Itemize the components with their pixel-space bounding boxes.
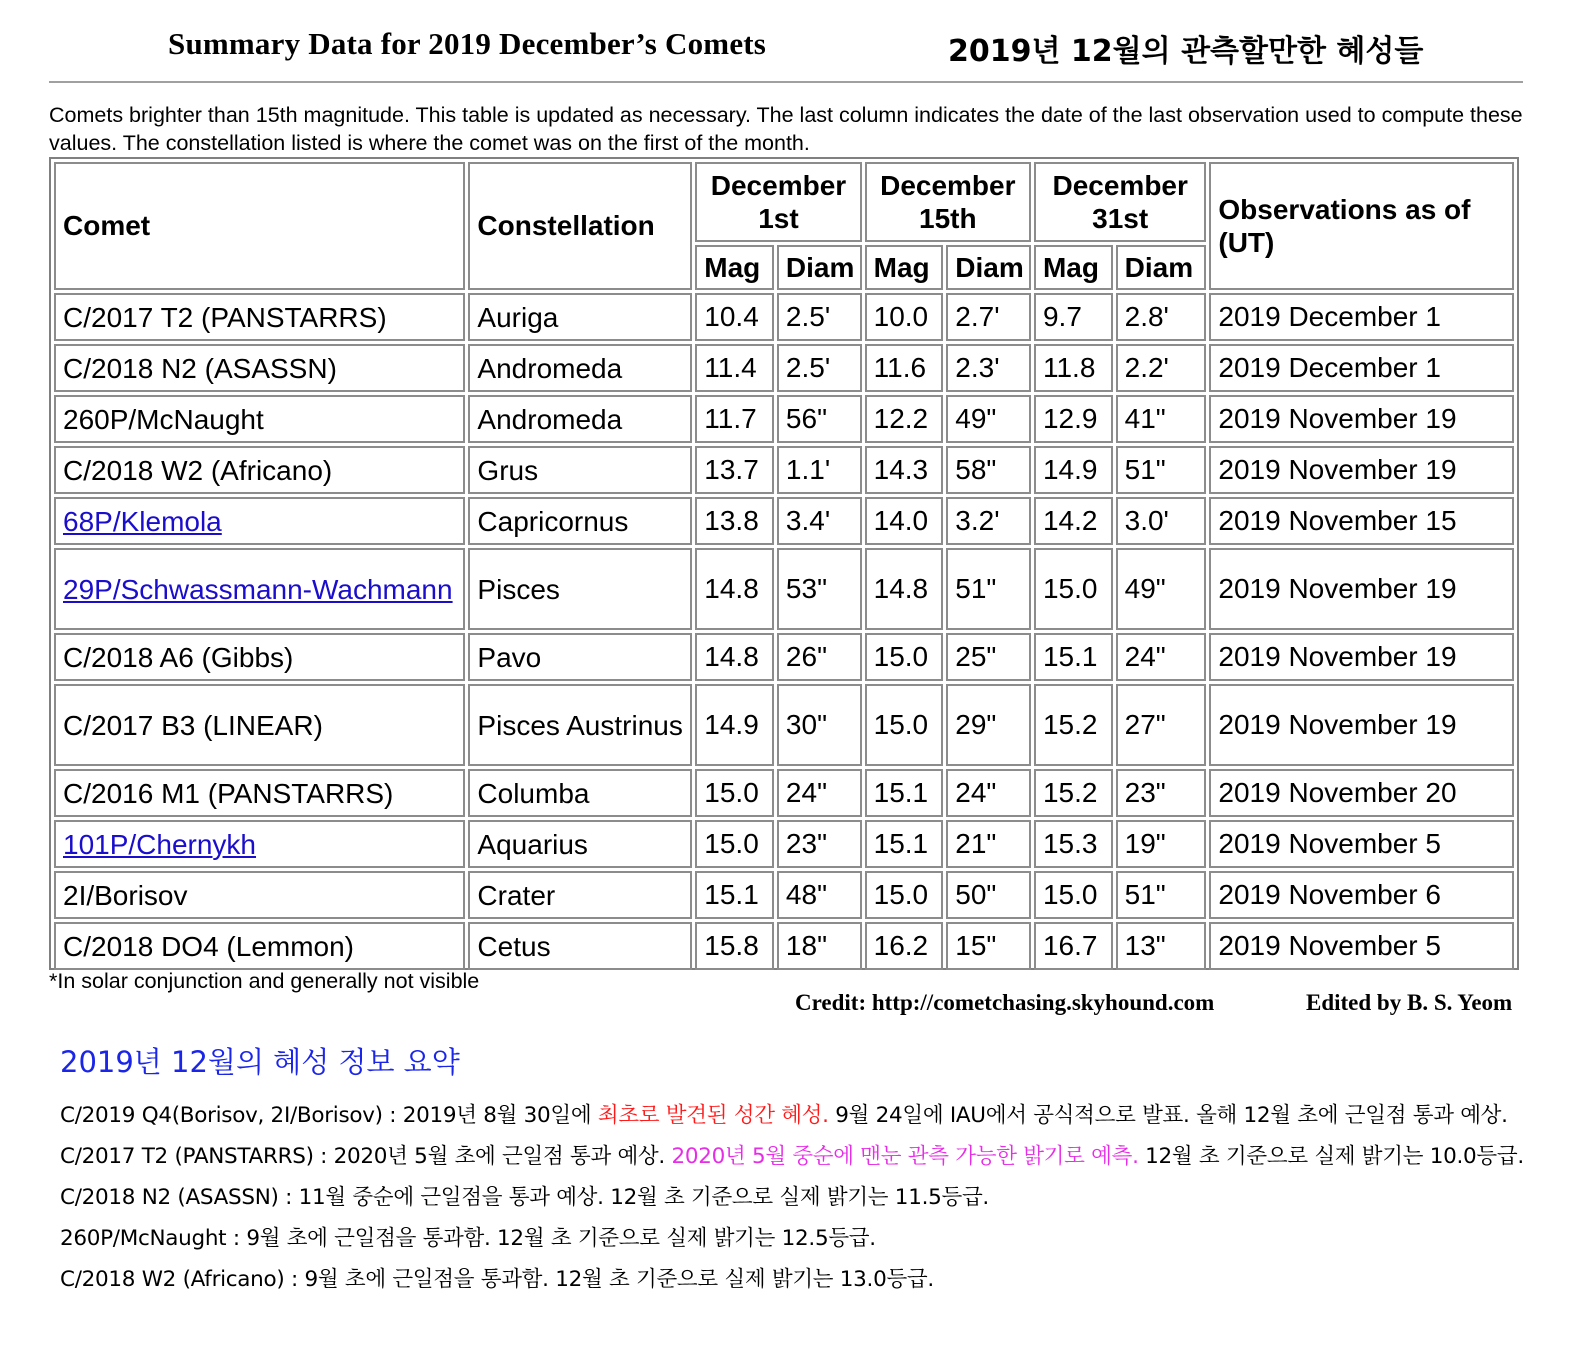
cell-observation-date: 2019 December 1: [1209, 293, 1514, 341]
cell-observation-date: 2019 November 6: [1209, 871, 1514, 919]
cell-diam-dec15: 15": [946, 922, 1031, 970]
cell-mag-dec15: 12.2: [865, 395, 944, 443]
comet-link[interactable]: 68P/Klemola: [63, 505, 222, 537]
cell-diam-dec31: 51": [1116, 871, 1207, 919]
cell-mag-dec1: 15.1: [695, 871, 774, 919]
cell-diam-dec15: 58": [946, 446, 1031, 494]
table-row: [54, 922, 1514, 970]
cell-observation-date: 2019 November 5: [1209, 820, 1514, 868]
cell-mag-dec1: 15.0: [695, 769, 774, 817]
cell-mag-dec31: 15.0: [1034, 548, 1113, 630]
cell-mag-dec1: 11.7: [695, 395, 774, 443]
header-comet: Comet: [54, 162, 465, 290]
cell-diam-dec15: 29": [946, 684, 1031, 766]
cell-diam-dec1: 53": [777, 548, 862, 630]
cell-diam-dec31: 3.0': [1116, 497, 1207, 545]
cell-constellation: Crater: [468, 871, 692, 919]
cell-diam-dec1: 30": [777, 684, 862, 766]
header-mag-1: Mag: [695, 245, 774, 290]
cell-mag-dec15: 15.1: [865, 820, 944, 868]
cell-diam-dec31: 23": [1116, 769, 1207, 817]
comet-table-frame: [49, 157, 1519, 970]
cell-mag-dec1: 15.0: [695, 820, 774, 868]
cell-mag-dec15: 14.0: [865, 497, 944, 545]
header-dec-31st: December 31st: [1034, 162, 1206, 242]
table-row: [54, 684, 1514, 766]
cell-diam-dec1: 2.5': [777, 344, 862, 392]
cell-diam-dec1: 18": [777, 922, 862, 970]
cell-constellation: Pisces: [468, 548, 692, 630]
cell-comet: C/2016 M1 (PANSTARRS): [54, 769, 465, 817]
cell-constellation: Grus: [468, 446, 692, 494]
cell-constellation: Pavo: [468, 633, 692, 681]
cell-diam-dec31: 2.2': [1116, 344, 1207, 392]
header-diam-31: Diam: [1116, 245, 1207, 290]
cell-constellation: Cetus: [468, 922, 692, 970]
comet-table-body: [54, 293, 1514, 970]
cell-mag-dec1: 15.8: [695, 922, 774, 970]
summary-lines: [60, 1095, 1560, 1300]
header-dec-1st: December 1st: [695, 162, 861, 242]
header-constellation: Constellation: [468, 162, 692, 290]
cell-comet[interactable]: [54, 820, 465, 868]
cell-mag-dec15: 16.2: [865, 922, 944, 970]
cell-mag-dec1: 13.8: [695, 497, 774, 545]
table-row: [54, 344, 1514, 392]
cell-mag-dec1: 14.8: [695, 633, 774, 681]
summary-text-segment: 2020년 5월 중순에 맨눈 관측 가능한 밝기로 예측.: [671, 1144, 1139, 1169]
header-dec-15th: December 15th: [865, 162, 1031, 242]
cell-comet: C/2018 DO4 (Lemmon): [54, 922, 465, 970]
summary-text-segment: 12월 초 기준으로 실제 밝기는 10.0등급.: [1138, 1144, 1524, 1169]
cell-comet: C/2018 A6 (Gibbs): [54, 633, 465, 681]
cell-diam-dec31: 2.8': [1116, 293, 1207, 341]
cell-mag-dec15: 11.6: [865, 344, 944, 392]
cell-observation-date: 2019 December 1: [1209, 344, 1514, 392]
header-mag-15: Mag: [865, 245, 944, 290]
cell-mag-dec31: 9.7: [1034, 293, 1113, 341]
cell-diam-dec15: 21": [946, 820, 1031, 868]
cell-observation-date: 2019 November 19: [1209, 548, 1514, 630]
editor-text: Edited by B. S. Yeom: [1306, 990, 1513, 1015]
cell-diam-dec15: 2.3': [946, 344, 1031, 392]
cell-observation-date: 2019 November 5: [1209, 922, 1514, 970]
cell-mag-dec31: 15.1: [1034, 633, 1113, 681]
comet-link[interactable]: 29P/Schwassmann-Wachmann: [63, 573, 453, 605]
cell-comet: C/2018 W2 (Africano): [54, 446, 465, 494]
summary-text-segment: C/2018 W2 (Africano) : 9월 초에 근일점을 통과함. 12월 초 기준으로 실제 밝기는 13.0등급.: [60, 1267, 934, 1292]
comet-link[interactable]: 101P/Chernykh: [63, 828, 257, 860]
cell-observation-date: 2019 November 15: [1209, 497, 1514, 545]
table-row: [54, 293, 1514, 341]
title-divider: [49, 81, 1523, 83]
cell-diam-dec1: 1.1': [777, 446, 862, 494]
header-diam-1: Diam: [777, 245, 862, 290]
cell-mag-dec31: 15.2: [1034, 769, 1113, 817]
cell-mag-dec1: 14.8: [695, 548, 774, 630]
cell-diam-dec31: 24": [1116, 633, 1207, 681]
summary-text-segment: 최초로 발견된 성간 혜성.: [597, 1103, 829, 1128]
summary-text-segment: 260P/McNaught : 9월 초에 근일점을 통과함. 12월 초 기준으로 실제 밝기는 12.5등급.: [60, 1226, 876, 1251]
summary-line: [60, 1095, 1560, 1136]
summary-text-segment: C/2018 N2 (ASASSN) : 11월 중순에 근일점을 통과 예상. 12월 초 기준으로 실제 밝기는 11.5등급.: [60, 1185, 989, 1210]
cell-diam-dec15: 50": [946, 871, 1031, 919]
cell-observation-date: 2019 November 20: [1209, 769, 1514, 817]
cell-comet[interactable]: [54, 497, 465, 545]
summary-line: [60, 1177, 1560, 1218]
cell-diam-dec1: 26": [777, 633, 862, 681]
page-title-korean: 2019년 12월의 관측할만한 혜성들: [948, 34, 1424, 69]
cell-observation-date: 2019 November 19: [1209, 684, 1514, 766]
cell-diam-dec1: 23": [777, 820, 862, 868]
header-observations: Observations as of (UT): [1209, 162, 1514, 290]
cell-mag-dec31: 12.9: [1034, 395, 1113, 443]
cell-mag-dec1: 13.7: [695, 446, 774, 494]
credit-text: Credit: http://cometchasing.skyhound.com: [795, 990, 1215, 1015]
cell-diam-dec1: 56": [777, 395, 862, 443]
cell-mag-dec15: 15.0: [865, 633, 944, 681]
cell-mag-dec31: 16.7: [1034, 922, 1113, 970]
cell-diam-dec31: 51": [1116, 446, 1207, 494]
intro-text: Comets brighter than 15th magnitude. This table is updated as necessary. The last column indicates the date of the last observation used to compute these values. The constellation listed is where the comet was on the first of the month.: [49, 103, 1523, 155]
cell-constellation: Pisces Austrinus: [468, 684, 692, 766]
summary-line: [60, 1136, 1560, 1177]
cell-constellation: Capricornus: [468, 497, 692, 545]
table-row: [54, 548, 1514, 630]
table-row: [54, 871, 1514, 919]
page-title-english: Summary Data for 2019 December’s Comets: [168, 26, 767, 61]
cell-diam-dec1: 48": [777, 871, 862, 919]
cell-constellation: Aquarius: [468, 820, 692, 868]
cell-constellation: Auriga: [468, 293, 692, 341]
cell-diam-dec15: 24": [946, 769, 1031, 817]
cell-mag-dec15: 10.0: [865, 293, 944, 341]
cell-mag-dec31: 14.2: [1034, 497, 1113, 545]
cell-diam-dec31: 13": [1116, 922, 1207, 970]
table-row: [54, 633, 1514, 681]
cell-diam-dec1: 24": [777, 769, 862, 817]
cell-diam-dec15: 49": [946, 395, 1031, 443]
summary-line: [60, 1259, 1560, 1300]
cell-diam-dec15: 51": [946, 548, 1031, 630]
cell-comet[interactable]: [54, 548, 465, 630]
cell-observation-date: 2019 November 19: [1209, 446, 1514, 494]
cell-diam-dec31: 41": [1116, 395, 1207, 443]
cell-mag-dec31: 11.8: [1034, 344, 1113, 392]
cell-observation-date: 2019 November 19: [1209, 633, 1514, 681]
header-mag-31: Mag: [1034, 245, 1113, 290]
table-row: [54, 820, 1514, 868]
cell-diam-dec1: 2.5': [777, 293, 862, 341]
cell-comet: 260P/McNaught: [54, 395, 465, 443]
cell-diam-dec31: 49": [1116, 548, 1207, 630]
cell-mag-dec31: 15.0: [1034, 871, 1113, 919]
cell-diam-dec31: 19": [1116, 820, 1207, 868]
cell-comet: C/2017 B3 (LINEAR): [54, 684, 465, 766]
cell-observation-date: 2019 November 19: [1209, 395, 1514, 443]
summary-text-segment: C/2017 T2 (PANSTARRS) : 2020년 5월 초에 근일점 통과 예상.: [60, 1144, 672, 1169]
table-row: [54, 446, 1514, 494]
cell-diam-dec15: 2.7': [946, 293, 1031, 341]
cell-comet: 2I/Borisov: [54, 871, 465, 919]
table-row: [54, 497, 1514, 545]
cell-comet: C/2018 N2 (ASASSN): [54, 344, 465, 392]
cell-diam-dec31: 27": [1116, 684, 1207, 766]
cell-mag-dec15: 15.1: [865, 769, 944, 817]
cell-mag-dec31: 15.2: [1034, 684, 1113, 766]
cell-mag-dec15: 15.0: [865, 871, 944, 919]
header-diam-15: Diam: [946, 245, 1031, 290]
summary-line: [60, 1218, 1560, 1259]
cell-mag-dec15: 14.8: [865, 548, 944, 630]
footnote: *In solar conjunction and generally not visible: [49, 969, 480, 993]
summary-text-segment: C/2019 Q4(Borisov, 2I/Borisov) : 2019년 8월 30일에: [60, 1103, 598, 1128]
cell-constellation: Columba: [468, 769, 692, 817]
cell-constellation: Andromeda: [468, 344, 692, 392]
cell-mag-dec15: 15.0: [865, 684, 944, 766]
cell-comet: C/2017 T2 (PANSTARRS): [54, 293, 465, 341]
summary-text-segment: 9월 24일에 IAU에서 공식적으로 발표. 올해 12월 초에 근일점 통과 예상.: [828, 1103, 1508, 1128]
cell-diam-dec15: 3.2': [946, 497, 1031, 545]
table-row: [54, 395, 1514, 443]
comet-table: [51, 159, 1517, 973]
cell-mag-dec31: 15.3: [1034, 820, 1113, 868]
cell-mag-dec15: 14.3: [865, 446, 944, 494]
cell-constellation: Andromeda: [468, 395, 692, 443]
cell-mag-dec1: 10.4: [695, 293, 774, 341]
cell-mag-dec1: 14.9: [695, 684, 774, 766]
cell-diam-dec15: 25": [946, 633, 1031, 681]
cell-mag-dec31: 14.9: [1034, 446, 1113, 494]
cell-diam-dec1: 3.4': [777, 497, 862, 545]
korean-summary: [60, 1040, 1560, 1300]
summary-heading: 2019년 12월의 혜성 정보 요약: [60, 1045, 460, 1079]
header-row-top: [54, 162, 1514, 242]
table-row: [54, 769, 1514, 817]
cell-mag-dec1: 11.4: [695, 344, 774, 392]
